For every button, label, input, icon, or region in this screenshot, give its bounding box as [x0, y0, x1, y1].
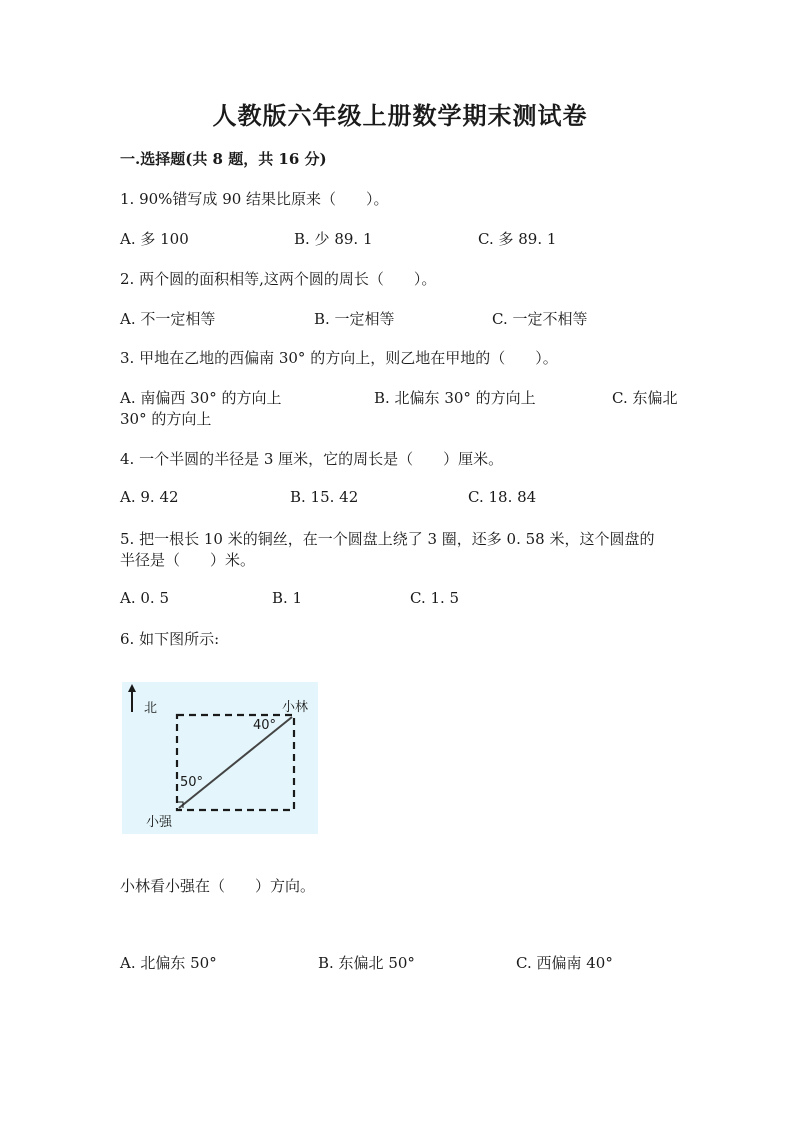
question-1-option-b[interactable]: B. 少 89. 1: [294, 230, 373, 248]
question-4-option-a[interactable]: A. 9. 42: [120, 488, 179, 506]
direction-diagram: [122, 682, 318, 834]
question-4-option-c[interactable]: C. 18. 84: [468, 488, 537, 506]
question-4-option-b[interactable]: B. 15. 42: [290, 488, 359, 506]
question-3-option-a[interactable]: A. 南偏西 30° 的方向上: [120, 389, 282, 407]
question-1-stem: 1. 90%错写成 90 结果比原来（ ）。: [120, 190, 389, 208]
angle-bottom-label: 50°: [180, 775, 204, 790]
question-5-option-a[interactable]: A. 0. 5: [120, 589, 169, 607]
question-3-stem: 3. 甲地在乙地的西偏南 30° 的方向上，则乙地在甲地的（ ）。: [120, 349, 558, 367]
question-5-option-c[interactable]: C. 1. 5: [410, 589, 460, 607]
question-5-stem-line2: 半径是（ ）米。: [120, 551, 256, 569]
north-label: 北: [144, 701, 158, 716]
question-4-stem: 4. 一个半圆的半径是 3 厘米，它的周长是（ ）厘米。: [120, 450, 504, 468]
question-6-option-b[interactable]: B. 东偏北 50°: [318, 954, 415, 972]
question-2-option-b[interactable]: B. 一定相等: [314, 310, 395, 328]
xiaoqiang-label: 小强: [146, 815, 173, 830]
section-heading: 一.选择题(共 8 题，共 16 分): [120, 150, 327, 168]
question-6-option-c[interactable]: C. 西偏南 40°: [516, 954, 613, 972]
question-1-option-c[interactable]: C. 多 89. 1: [478, 230, 557, 248]
question-2-option-a[interactable]: A. 不一定相等: [120, 310, 216, 328]
question-6-question: 小林看小强在（ ）方向。: [120, 877, 316, 895]
question-5-stem-line1: 5. 把一根长 10 米的铜丝，在一个圆盘上绕了 3 圈，还多 0. 58 米，这个圆盘的: [120, 530, 655, 548]
question-3-option-c[interactable]: C. 东偏北: [612, 389, 678, 407]
question-6-stem: 6. 如下图所示:: [120, 630, 220, 648]
question-1-option-a[interactable]: A. 多 100: [120, 230, 189, 248]
question-2-option-c[interactable]: C. 一定不相等: [492, 310, 588, 328]
question-3-option-c-wrap: 30° 的方向上: [120, 410, 212, 428]
question-5-option-b[interactable]: B. 1: [272, 589, 303, 607]
question-2-stem: 2. 两个圆的面积相等,这两个圆的周长（ ）。: [120, 270, 437, 288]
direction-figure: [122, 682, 318, 834]
xiaolin-label: 小林: [282, 700, 309, 715]
question-6-option-a[interactable]: A. 北偏东 50°: [120, 954, 217, 972]
question-3-option-b[interactable]: B. 北偏东 30° 的方向上: [374, 389, 536, 407]
angle-top-label: 40°: [253, 718, 277, 733]
page-title: 人教版六年级上册数学期末测试卷: [212, 101, 588, 130]
